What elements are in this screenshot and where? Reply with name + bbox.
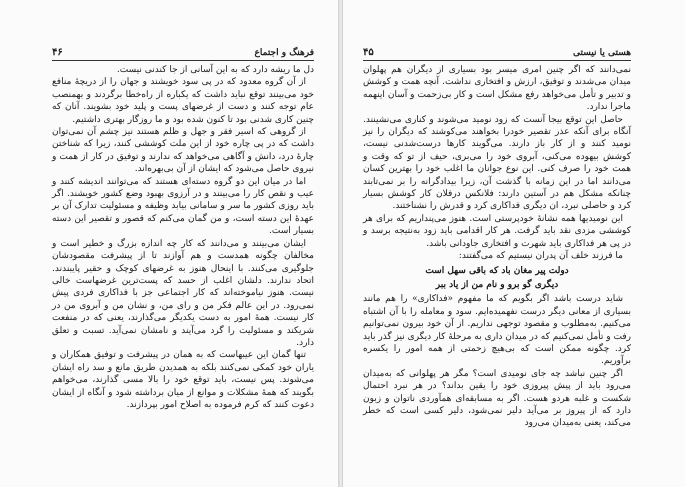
right-paragraph: ما فرزند خلف آن پدران نیستیم که می‌گفتند:: [458, 251, 623, 262]
left-paragraph: از آن گروه معدود که در پی سود خویشند و جهان را از دریچهٔ منافع خود می‌بینند توقع نباید داشت که یکباره از راه‌خطا برگردند و بهمنصب عام توجه کنند و دست از غرضهای پست و پلید خود بشویند. آنان که چنین کاری شدنی بود تا کنون شده بود و ما روزگار بهتری داشتیم.: [52, 77, 314, 125]
left-paragraph: اما در میان این دو گروه دسته‌ای هستند که می‌توانند اندیشه کنند و عیب و نقص کار را می‌بینند و در آرزوی بهبود وضع کشور خویشند. اگر باید روزی کشور ما سر و سامانی بیابد وظیفه و مسئولیت تدارک آن بر عهدهٔ این دسته است، و من گمان می‌کنم که قصور و تقصیر این دسته بسیار است.: [52, 176, 314, 237]
right-paragraph: نمی‌دانند که اگر چنین امری میسر بود بسیاری از دیگران هم پهلوان میدان می‌شدند و توفیق، ارزش و افتخاری نداشت. آنچه همت و کوشش و تدبیر و تأمل می‌خواهد رفع مشکل است و کار بی‌زحمت و آسان اینهمه ماجرا ندارد.: [363, 65, 631, 113]
left-page-number: ۴۶: [52, 47, 63, 58]
right-header-rule: [363, 60, 631, 61]
right-paragraph: شاید درست باشد اگر بگویم که ما مفهوم «فداکاری» را هم مانند بسیاری از معانی دیگر درست نفهمیده‌ایم. سود و معامله را با آن اشتباه می‌کنیم. به‌مطلوب و مقصود توجهی نداریم. از آن خود بیرون نمی‌توانیم رفت و تأمل نمی‌کنیم که در میدان داری به مرحلهٔ کار دیگری نیز گذر باید کرد. چگونه ممکن است که بی‌هیچ زحمتی از همه امور را یکسره برآوریم.: [363, 294, 631, 367]
right-page-number: ۴۵: [363, 47, 374, 58]
left-paragraph: از گروهی که اسیر فقر و جهل و ظلم هستند نیز چشم آن نمی‌توان داشت که در پی چاره خود از این ملت کوششی کنند، زیرا که شناختن چارهٔ درد، دانش و آگاهی می‌خواهد که ندارند و توفیق در کار از همت و نیروی حاصل می‌شود که ایشان از آن بی‌بهره‌اند.: [52, 127, 314, 175]
left-header-rule: [52, 60, 314, 61]
right-page-header: [363, 44, 631, 58]
right-page-body: [363, 64, 631, 430]
left-paragraph: تنها گمان این عیبهاست که به همان در پیشرفت و توفیق همکاران و یاران خود کمکی نمی‌کنند بلکه به همدیدن طریق مانع و سد راه ایشان می‌شوند. پس نیست، باید توقع خود را بالا مسی گذارند، می‌خواهم بگویند که همهٔ مشکلات و موانع از میان برداشته شود و آنگاه از ایشان دعوت کنند که کرم فرموده به اصلاح امور بپردازند.: [52, 350, 314, 410]
poem-verse: دولت پیر مغان باد که باقی سهل است: [425, 265, 569, 276]
right-page: [342, 0, 685, 487]
right-paragraph: این نومیدیها همه نشانهٔ خودپرستی است. هنوز می‌پنداریم که برای هر کوششی مزدی نقد باید گرفت. هر کار اقدامی باید زود به‌نتیجه برسد و در پی هر فداکاری باید شهرت و افتخاری جاودانی باشد.: [363, 213, 631, 249]
left-page-header: [52, 44, 314, 58]
poem-verse: دیگری گو برو و نام من از یاد ببر: [435, 279, 559, 290]
right-paragraph: حاصل این توقع بیجا آنست که زود نومید می‌شوند و کناری می‌نشینند. آنگاه برای آنکه عذر تقصیر خودرا بخواهند می‌کوشند که دیگران را نیز نومید کنند و از کار باز دارند. می‌گویند کارها درست‌شدنی نیست، کوشش بیهوده می‌کنی، آبروی خود را می‌بری، حیف از تو که وقت و همت خود را صرف کنی. این نوع جوانان ما اغلب خود را بهترین کسان می‌دانند اما در این زمانه با گذشت آن، زیرا بیدادگرانه را بر نمی‌تابند چنانکه مشکل هم در آستین دارند: فلانکس درفلان کار کوشش بسیار کرد و حاصلی نبرد، ان دیگری فداکاری کرد و قدرش را نشناختند.: [363, 114, 631, 212]
right-paragraph: اگر چنین نباشد چه جای نومیدی است؟ مگر هر پهلوانی که به‌میدان می‌رود باید از پیش پیروزی خود را یقین بداند؟ در هر نبرد احتمال شکست و غلبه هردو هست. اگر به مسابقه‌ای همآوردی ناتوان و زبون دارد که از پیروز بر می‌آید دلیر نمی‌شود، دلیر کسی است که خطر می‌کند، یعنی به‌میدان می‌رود: [363, 368, 631, 429]
left-page-body: [52, 64, 314, 411]
left-page-running-title: فرهنگ و اجتماع: [254, 48, 314, 58]
left-page: [0, 0, 340, 487]
left-paragraph: ایشان می‌بینند و می‌دانند که کار چه اندازه بزرگ و خطیر است و مخالفان چگونه همدست و هم آوازند تا از پیشرفت مقصودشان جلوگیری می‌کنند. با اینحال هنوز به غرضهای کوچک و حقیر پایبندند. اتحاد ندارند. دلشان اغلب از حسد که پست‌ترین غرضهاست خالی نیست. هنوز نیاموخته‌اند که کار اجتماعی جز با فداکاری فردی پیش نمی‌رود. در این عالم فکر من و رای من، و نشان من و آبروی من در کار نیست. همهٔ امور به دست یکدیگر می‌گذارند، یعنی که در منفعت شریکند و مسئولیت را گرد می‌آیند و نامشان نمی‌آید. تسبت و تعلق دارد.: [52, 238, 314, 348]
right-page-running-title: هستی یا نیستی: [573, 48, 631, 58]
left-paragraph: دل ما ریشه دارد که به این آسانی از جا کندنی نیست.: [116, 65, 314, 75]
